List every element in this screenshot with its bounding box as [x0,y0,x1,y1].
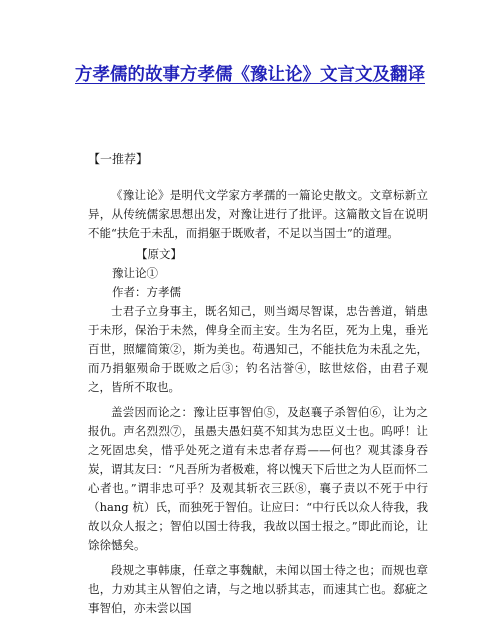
author-line: 作者：方孝儒 [112,285,181,299]
body-paragraph: 盖尝因而论之：豫让臣事智伯⑤，及赵襄子杀智伯⑥，让为之报仇。声名烈烈⑦，虽愚夫愚妇莫不知其为忠臣义士也。呜呼！让之死固忠矣，惜乎处死之道有未忠者存焉——何也？观其漆身吞炭，谓其友曰：“凡吾所为者极难，将以愧天下后世之为人臣而怀二心者也。”谓非忠可乎？及观其斩衣三跃⑧，襄子责以不死于中行（hang 杭）氏，而独死于智伯。让应曰：“中行氏以众人待我，我故以众人报之；智伯以国士待我，我故以国士报之。”即此而论，让馀徐憾矣。 [88,405,428,552]
body-paragraph: 士君子立身事主，既名知己，则当竭尽智谋，忠告善道，销患于未形，保治于未然，俾身全而主安。生为名臣，死为上鬼，垂光百世，照耀简策②，斯为美也。苟遇知己，不能扶危为未乱之先，而乃捐躯殒命于既败之后③；钓名沽誉④，眩世炫俗，由君子观之，皆所不取也。 [88,304,428,394]
intro-paragraph: 《豫让论》是明代文学家方孝孺的一篇论史散文。文章标新立异，从传统儒家思想出发，对豫让进行了批评。这篇散文旨在说明不能“扶危于未乱，而捐躯于既败者，不足以当国士”的道理。 [88,188,428,240]
article-body [88,186,428,618]
original-heading: 【原文】 [136,247,182,261]
page-title: 方孝儒的故事方孝儒《豫让论》文言文及翻译 [75,65,425,85]
text-title: 豫让论① [112,266,158,280]
body-paragraph: 段规之事韩康，任章之事魏献，未闻以国士待之也；而规也章也，力劝其主从智伯之请，与之地以骄其志，而速其亡也。郄疵之事智伯，亦未尝以国 [88,563,428,615]
recommend-label: 【一推荐】 [88,152,149,166]
